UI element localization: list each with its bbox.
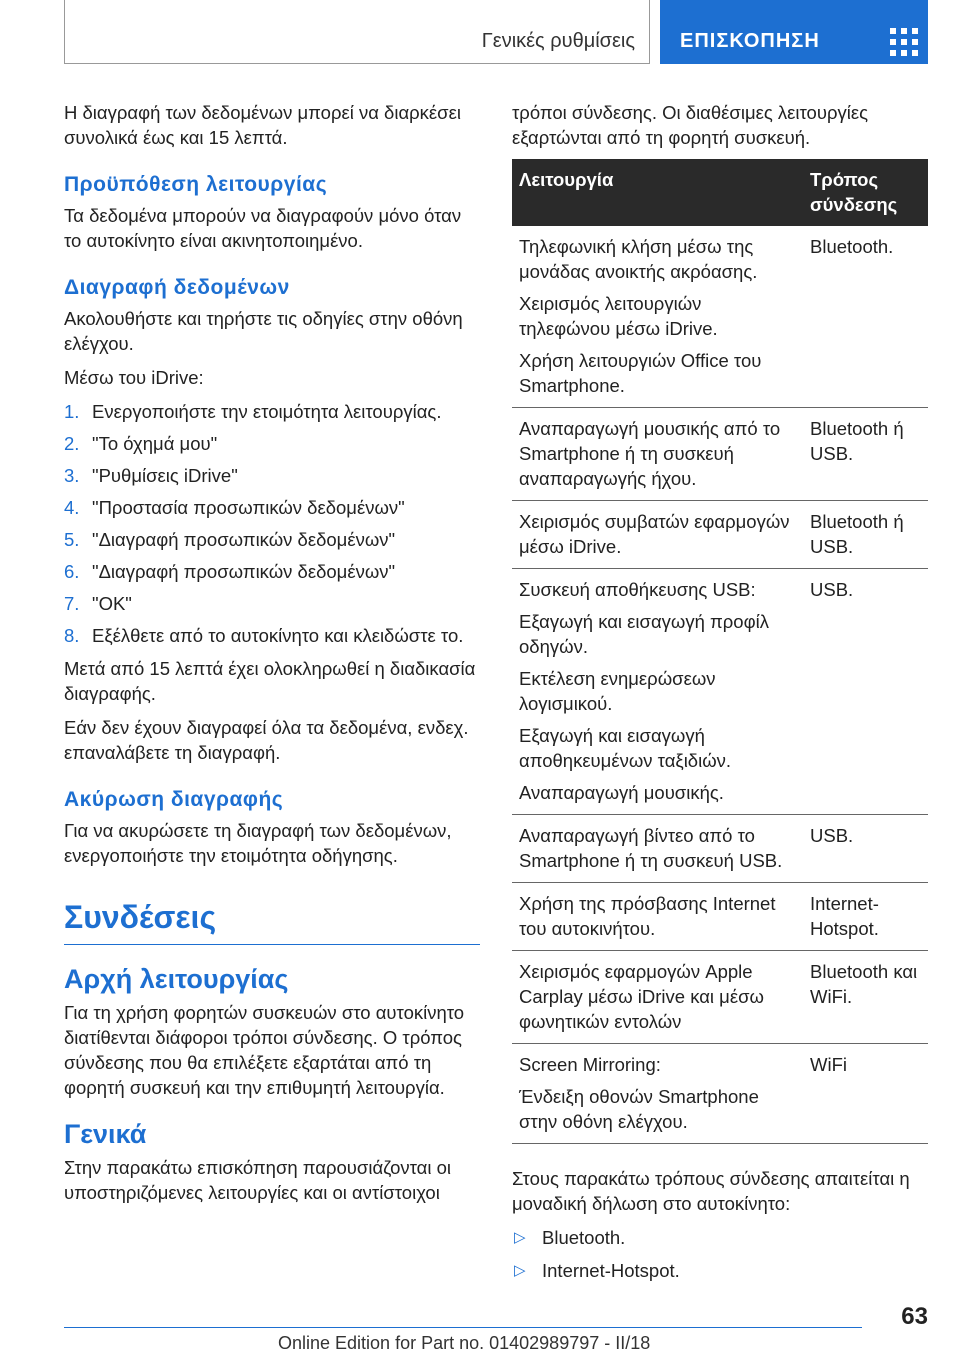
step-number: 4. [64, 497, 80, 518]
connections-table [512, 159, 928, 1144]
list-item [64, 591, 480, 616]
steps-list [64, 399, 480, 648]
step-text: "OK" [92, 593, 132, 614]
step-number: 5. [64, 529, 80, 550]
step-number: 3. [64, 465, 80, 486]
step-text: "Διαγραφή προσωπικών δεδομένων" [92, 529, 396, 550]
table-header-row [512, 159, 928, 226]
table-row [512, 883, 928, 951]
mode-cell: Bluetooth και WiFi. [803, 951, 928, 1044]
cancel-heading: Ακύρωση διαγραφής [64, 788, 284, 811]
function-text: Χρήση της πρόσβασης Internet του αυτοκινήτου. [519, 893, 776, 939]
function-cell [512, 1044, 803, 1144]
step-number: 7. [64, 593, 80, 614]
mode-cell: Bluetooth. [803, 226, 928, 408]
principle-text: Για τη χρήση φορητών συσκευών στο αυτοκίνητο διατίθενται διάφοροι τρόποι σύνδεσης. Ο τρόπος σύνδεσης που θα επιλέξετε εξαρτάται από τη φορητή συσκευή και την επιθυμητή λειτουργία. [64, 1002, 465, 1098]
step-number: 6. [64, 561, 80, 582]
after-text-2: Εάν δεν έχουν διαγραφεί όλα τα δεδομένα, ενδεχ. επαναλάβετε τη διαγραφή. [64, 717, 469, 763]
right-column [512, 100, 928, 1291]
function-cell [512, 501, 803, 569]
step-number: 8. [64, 625, 80, 646]
mode-cell: Bluetooth ή USB. [803, 501, 928, 569]
table-row [512, 1044, 928, 1144]
footer-edition: Online Edition for Part no. 01402989797 - II/18 [278, 1333, 651, 1353]
step-text: "Προστασία προσωπικών δεδομένων" [92, 497, 405, 518]
function-text: Ένδειξη οθονών Smartphone στην οθόνη ελέγχου. [519, 1086, 759, 1132]
function-text: Συσκευή αποθήκευσης USB: [519, 579, 756, 600]
function-text: Χειρισμός συμβατών εφαρμογών μέσω iDrive. [519, 511, 790, 557]
mode-cell: USB. [803, 569, 928, 815]
general-heading: Γενικά [64, 1119, 147, 1149]
function-text: Αναπαραγωγή μουσικής. [519, 782, 724, 803]
general-text: Στην παρακάτω επισκόπηση παρουσιάζονται οι υποστηριζόμενες λειτουργίες και οι αντίστοιχοι [64, 1157, 451, 1203]
mode-cell: Internet-Hotspot. [803, 883, 928, 951]
function-text: Χρήση λειτουργιών Office του Smartphone. [519, 350, 762, 396]
function-text: Χειρισμός εφαρμογών Apple Carplay μέσω iDrive και μέσω φωνητικών εντολών [519, 961, 764, 1032]
list-item [64, 559, 480, 584]
intro-text: Η διαγραφή των δεδομένων μπορεί να διαρκέσει συνολικά έως και 15 λεπτά. [64, 102, 461, 148]
prereq-text: Τα δεδομένα μπορούν να διαγραφούν μόνο όταν το αυτοκίνητο είναι ακινητοποιημένο. [64, 205, 462, 251]
table-row [512, 226, 928, 408]
function-text: Τηλεφωνική κλήση μέσω της μονάδας ανοικτής ακρόασης. [519, 236, 758, 282]
table-row [512, 408, 928, 501]
function-cell [512, 408, 803, 501]
overview-tab[interactable] [660, 0, 928, 64]
list-item [64, 495, 480, 520]
function-cell [512, 815, 803, 883]
table-row [512, 569, 928, 815]
mode-cell: Bluetooth ή USB. [803, 408, 928, 501]
step-number: 2. [64, 433, 80, 454]
step-text: "Το όχημά μου" [92, 433, 218, 454]
function-cell [512, 883, 803, 951]
function-text: Χειρισμός λειτουργιών τηλεφώνου μέσω iDrive. [519, 293, 718, 339]
triangle-bullet-icon: ▷ [514, 1229, 526, 1246]
function-cell [512, 951, 803, 1044]
cancel-text: Για να ακυρώσετε τη διαγραφή των δεδομένων, ενεργοποιήστε την ετοιμότητα οδήγησης. [64, 820, 452, 866]
bullet-text: Bluetooth. [542, 1227, 626, 1248]
right-intro-text: τρόποι σύνδεσης. Οι διαθέσιμες λειτουργίες εξαρτώνται από τη φορητή συσκευή. [512, 102, 869, 148]
table-header-mode: Τρόπος σύνδεσης [803, 159, 928, 226]
footer-divider [64, 1327, 862, 1328]
mode-cell: WiFi [803, 1044, 928, 1144]
function-cell [512, 226, 803, 408]
list-item [512, 1225, 928, 1250]
delete-heading: Διαγραφή δεδομένων [64, 276, 290, 299]
step-number: 1. [64, 401, 80, 422]
table-row [512, 815, 928, 883]
list-item [64, 431, 480, 456]
prereq-heading: Προϋπόθεση λειτουργίας [64, 173, 328, 196]
section-title: Γενικές ρυθμίσεις [481, 30, 635, 52]
function-text: Εξαγωγή και εισαγωγή αποθηκευμένων ταξιδιών. [519, 725, 732, 771]
step-text: Εξέλθετε από το αυτοκίνητο και κλειδώστε το. [92, 625, 464, 646]
list-item [64, 527, 480, 552]
table-row [512, 501, 928, 569]
connections-heading: Συνδέσεις [64, 898, 480, 945]
table-header-function: Λειτουργία [512, 159, 803, 226]
function-text: Screen Mirroring: [519, 1054, 661, 1075]
via-text: Μέσω του iDrive: [64, 367, 204, 388]
list-item [64, 623, 480, 648]
left-column [64, 100, 480, 1214]
mode-cell: USB. [803, 815, 928, 883]
page-number: 63 [901, 1303, 928, 1330]
overview-tab-label: ΕΠΙΣΚΟΠΗΣΗ [680, 30, 820, 52]
triangle-bullet-icon: ▷ [514, 1262, 526, 1279]
function-text: Αναπαραγωγή βίντεο από το Smartphone ή τη συσκευή USB. [519, 825, 783, 871]
function-text: Εξαγωγή και εισαγωγή προφίλ οδηγών. [519, 611, 769, 657]
bullet-list [512, 1225, 928, 1283]
after-table-text: Στους παρακάτω τρόπους σύνδεσης απαιτείται η μοναδική δήλωση στο αυτοκίνητο: [512, 1168, 910, 1214]
principle-heading: Αρχή λειτουργίας [64, 964, 289, 994]
after-text-1: Μετά από 15 λεπτά έχει ολοκληρωθεί η διαδικασία διαγραφής. [64, 658, 476, 704]
function-text: Εκτέλεση ενημερώσεων λογισμικού. [519, 668, 716, 714]
step-text: "Ρυθμίσεις iDrive" [92, 465, 238, 486]
list-item [512, 1258, 928, 1283]
function-text: Αναπαραγωγή μουσικής από το Smartphone ή τη συσκευή αναπαραγωγής ήχου. [519, 418, 781, 489]
list-item [64, 463, 480, 488]
section-title-box [64, 0, 650, 64]
step-text: "Διαγραφή προσωπικών δεδομένων" [92, 561, 396, 582]
step-text: Ενεργοποιήστε την ετοιμότητα λειτουργίας. [92, 401, 442, 422]
grid-icon [890, 28, 918, 56]
table-row [512, 951, 928, 1044]
delete-text: Ακολουθήστε και τηρήστε τις οδηγίες στην οθόνη ελέγχου. [64, 308, 463, 354]
function-cell [512, 569, 803, 815]
page-header [64, 0, 928, 64]
bullet-text: Internet-Hotspot. [542, 1260, 680, 1281]
list-item [64, 399, 480, 424]
